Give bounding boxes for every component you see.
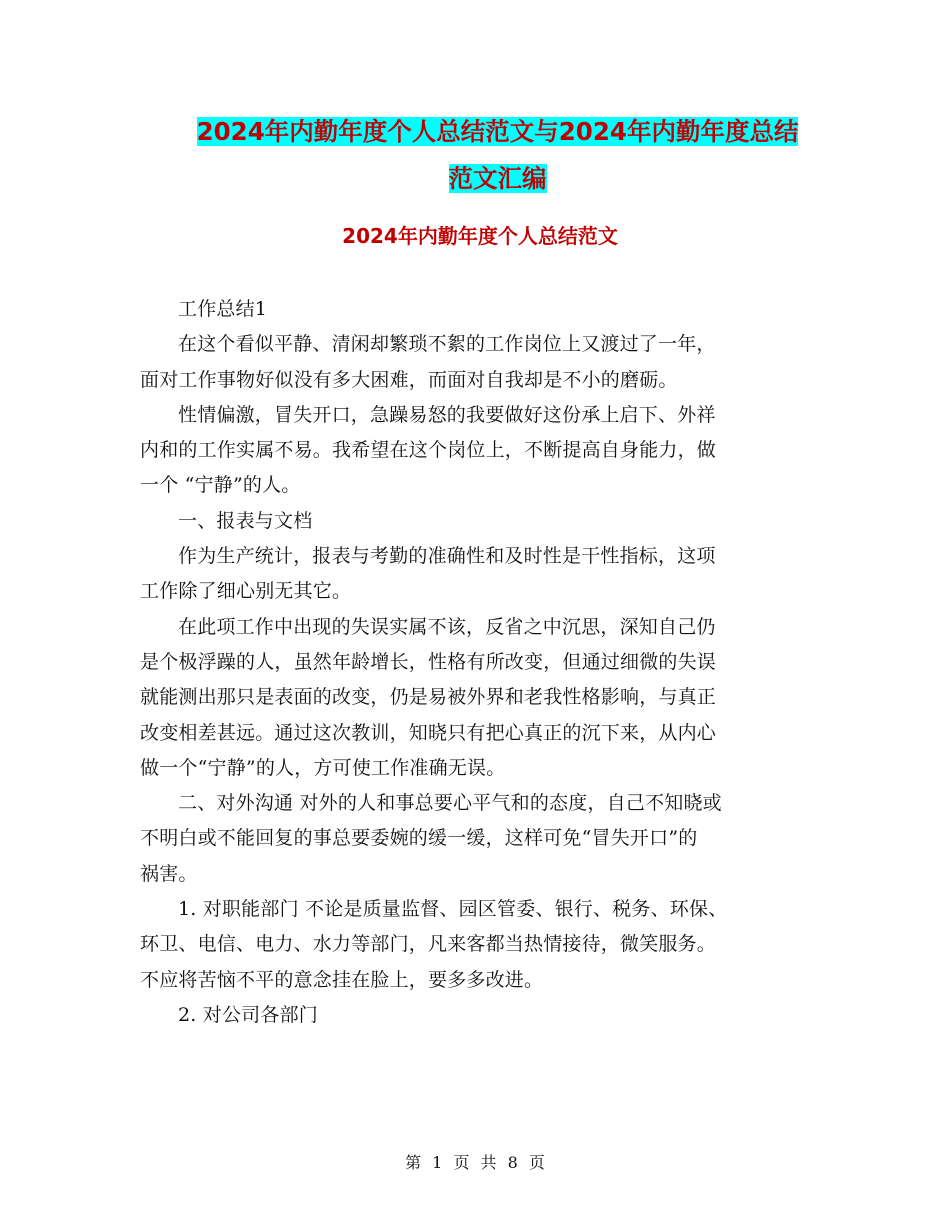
body-line: 2. 对公司各部门 (178, 1003, 318, 1026)
body-line: 不明白或不能回复的事总要委婉的缓一缓，这样可免“冒失开口”的 (140, 827, 698, 850)
body-line: 内和的工作实属不易。我希望在这个岗位上，不断提高自身能力，做 (140, 439, 717, 462)
body-line: 性情偏激，冒失开口，急躁易怒的我要做好这份承上启下、外祥 (178, 403, 716, 426)
body-line: 作为生产统计，报表与考勤的准确性和及时性是干性指标，这项 (178, 545, 716, 568)
body-line: 一、报表与文档 (178, 509, 313, 532)
body-line: 就能测出那只是表面的改变，仍是易被外界和老我性格影响，与真正 (140, 686, 717, 709)
body-line: 做一个“宁静”的人，方可使工作准确无误。 (140, 756, 506, 779)
body-text (140, 292, 820, 1033)
title-highlight-2: 范文汇编 (448, 164, 547, 193)
body-line: 1. 对职能部门 不论是质量监督、园区管委、银行、税务、环保、 (178, 898, 728, 921)
body-line: 面对工作事物好似没有多大困难，而面对自我却是不小的磨砺。 (140, 368, 678, 391)
body-line: 工作除了细心别无其它。 (140, 580, 352, 603)
page-footer: 第 1 页 共 8 页 (405, 1153, 545, 1172)
body-line: 是个极浮躁的人，虽然年龄增长，性格有所改变，但通过细微的失误 (140, 650, 717, 673)
body-line: 祸害。 (140, 862, 198, 885)
section-title: 2024年内勤年度个人总结范文 (342, 224, 618, 248)
document-title (140, 108, 855, 202)
body-line: 一个 “宁静”的人。 (140, 474, 301, 497)
body-line: 在此项工作中出现的失误实属不该，反省之中沉思，深知自己仍 (178, 615, 716, 638)
body-line: 二、对外沟通 对外的人和事总要心平气和的态度，自己不知晓或 (178, 792, 722, 815)
body-line: 在这个看似平静、清闲却繁琐不絮的工作岗位上又渡过了一年， (178, 333, 716, 356)
document-title-line-2 (140, 155, 855, 202)
body-line: 不应将苦恼不平的意念挂在脸上，要多多改进。 (140, 968, 544, 991)
title-highlight-1: 2024年内勤年度个人总结范文与2024年内勤年度总结 (196, 117, 799, 146)
body-line: 工作总结1 (178, 298, 268, 320)
body-line: 环卫、电信、电力、水力等部门，凡来客都当热情接待，微笑服务。 (140, 933, 717, 956)
body-line: 改变相差甚远。通过这次教训，知晓只有把心真正的沉下来，从内心 (140, 721, 717, 744)
document-title-line-1 (140, 108, 855, 155)
